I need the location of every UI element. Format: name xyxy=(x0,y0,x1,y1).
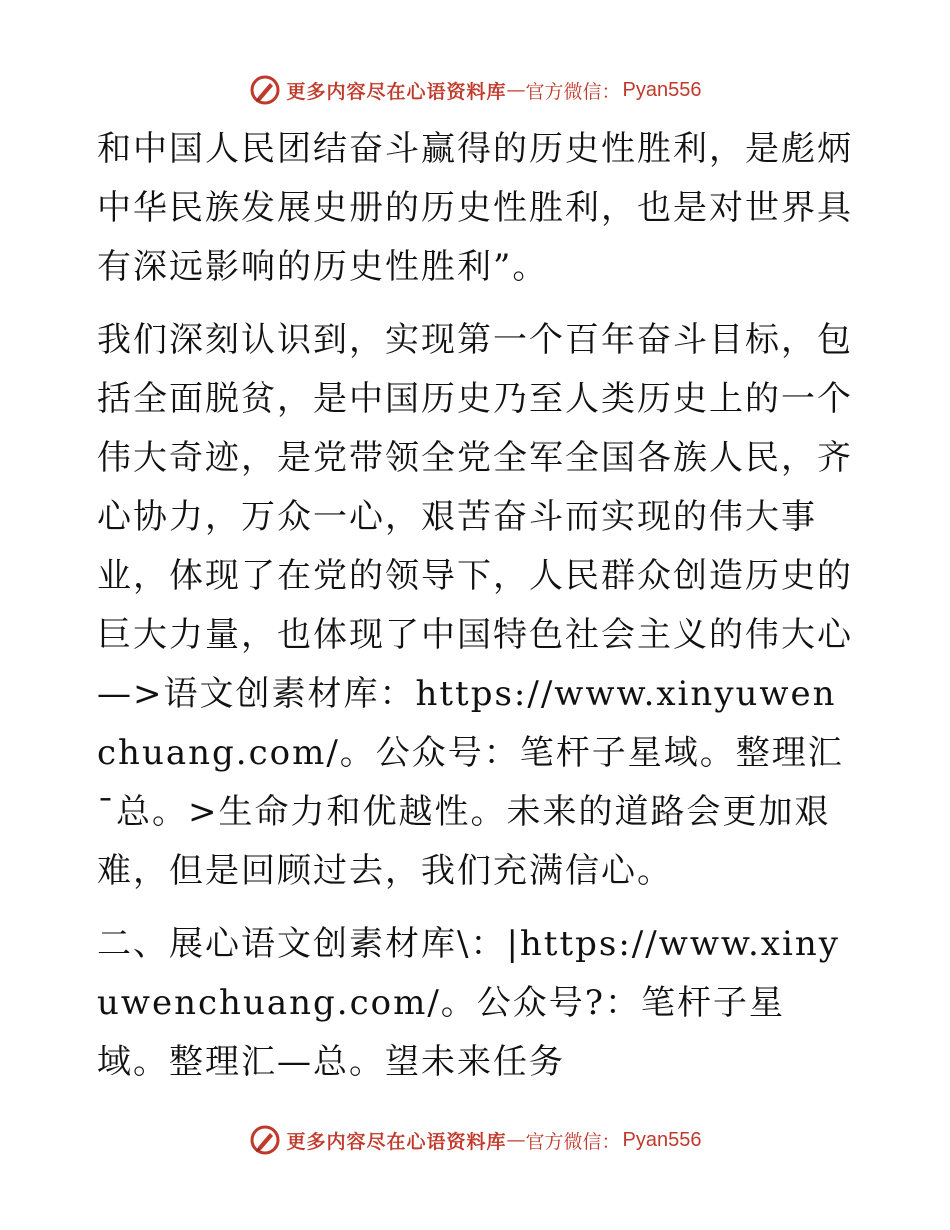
footer-banner xyxy=(0,1120,950,1160)
wechat-label: 官方微信： xyxy=(525,1130,621,1153)
banner-text: 更多内容尽在心语资料库 xyxy=(286,80,507,103)
banner-separator: — xyxy=(506,1129,526,1151)
banner-separator: — xyxy=(506,79,526,101)
document-body xyxy=(97,120,855,1092)
wechat-id: Pyan556 xyxy=(622,78,702,101)
pen-logo-icon xyxy=(249,74,281,106)
wechat-label: 官方微信： xyxy=(525,80,621,103)
paragraph-2: 我们深刻认识到，实现第一个百年奋斗目标，包括全面脱贫，是中国历史乃至人类历史上的一个伟大奇迹，是党带领全党全军全国各族人民，齐心协力，万众一心，艰苦奋斗而实现的伟大事业，体现了在党的领导下，人民群众创造历史的巨大力量，也体现了中国特色社会主义的伟大心—>语文创素材库：https://www.xinyuwenchuang.com/。公众号：笔杆子星域。整理汇¯总。>生命力和优越性。未来的道路会更加艰难，但是回顾过去，我们充满信心。 xyxy=(97,320,853,891)
wechat-id: Pyan556 xyxy=(622,1128,702,1151)
banner-text: 更多内容尽在心语资料库 xyxy=(286,1130,507,1153)
paragraph-3: 二、展心语文创素材库\：|https://www.xinyuwenchuang.com/。公众号?：笔杆子星域。整理汇—总。望未来任务 xyxy=(97,924,840,1082)
pen-logo-icon xyxy=(249,1124,281,1156)
header-banner xyxy=(0,70,950,110)
paragraph-1: 和中国人民团结奋斗赢得的历史性胜利，是彪炳中华民族发展史册的历史性胜利，也是对世界具有深远影响的历史性胜利”。 xyxy=(97,129,853,287)
